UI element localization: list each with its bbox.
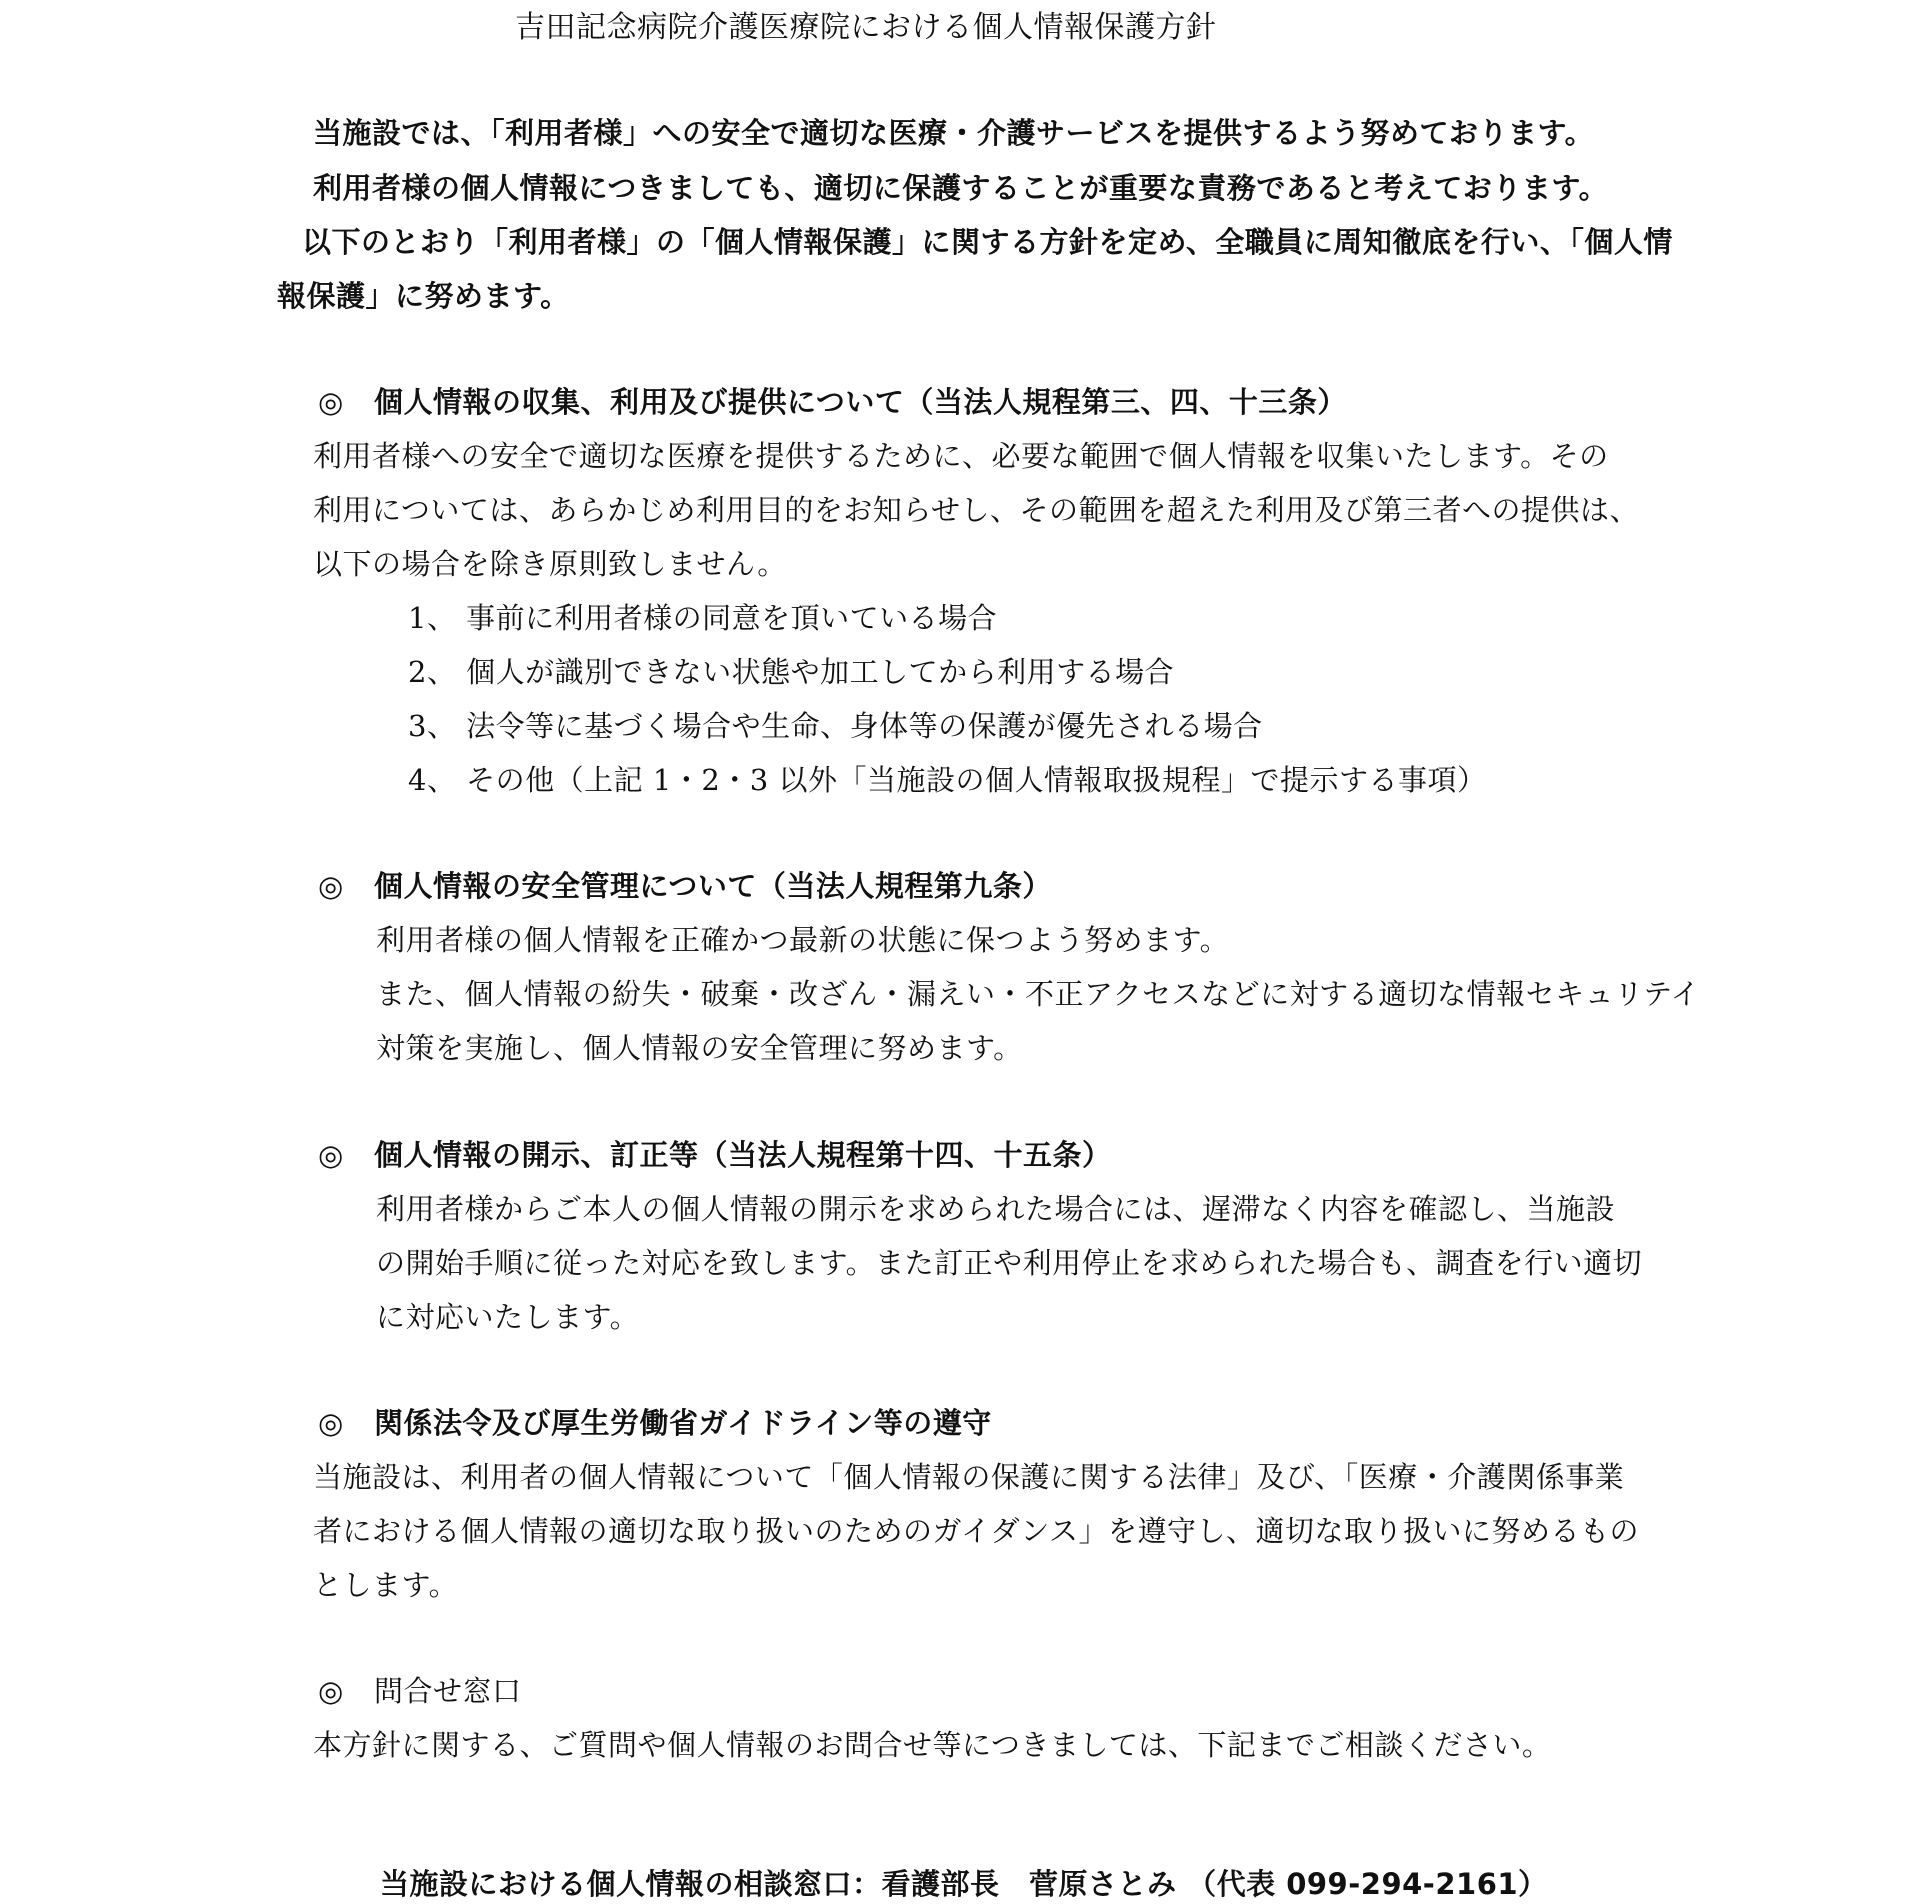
contact-line: 当施設における個人情報の相談窓口：看護部長 菅原さとみ （代表 099-294-2161） <box>380 1867 1548 1901</box>
list-item: 2、 個人が識別できない状態や加工してから利用する場合 <box>408 655 1175 689</box>
section-body-line: 者における個人情報の適切な取り扱いのためのガイダンス」を遵守し、適切な取り扱いに努めるもの <box>313 1514 1640 1548</box>
section-body-line: とします。 <box>313 1568 459 1602</box>
section-heading-text: 個人情報の安全管理について（当法人規程第九条） <box>374 869 1052 903</box>
double-circle-icon: ◎ <box>318 1138 344 1172</box>
section-heading-text: 個人情報の開示、訂正等（当法人規程第十四、十五条） <box>374 1138 1112 1172</box>
section-heading <box>318 1403 992 1443</box>
section-heading <box>318 1671 522 1711</box>
list-item: 4、 その他（上記 1・2・3 以外「当施設の個人情報取扱規程」で提示する事項） <box>408 763 1487 797</box>
section-heading-text: 問合せ窓口 <box>374 1674 522 1708</box>
intro-line: 報保護」に努めます。 <box>277 279 570 313</box>
section-body-line: の開始手順に従った対応を致します。また訂正や利用停止を求められた場合も、調査を行い適切 <box>376 1246 1643 1280</box>
section-body-line: 利用者様の個人情報を正確かつ最新の状態に保つよう努めます。 <box>376 923 1230 957</box>
intro-line: 以下のとおり「利用者様」の「個人情報保護」に関する方針を定め、全職員に周知徹底を行い、「個人情 <box>302 225 1673 259</box>
double-circle-icon: ◎ <box>318 385 344 419</box>
section-heading-text: 個人情報の収集、利用及び提供について（当法人規程第三、四、十三条） <box>374 385 1347 419</box>
intro-line: 当施設では、「利用者様」への安全で適切な医療・介護サービスを提供するよう努めております。 <box>313 116 1595 150</box>
section-body-line: に対応いたします。 <box>376 1300 640 1334</box>
intro-line: 利用者様の個人情報につきましても、適切に保護することが重要な責務であると考えております。 <box>313 171 1609 205</box>
section-heading <box>318 382 1347 422</box>
section-body-line: 対策を実施し、個人情報の安全管理に努めます。 <box>376 1031 1023 1065</box>
section-body-line: 以下の場合を除き原則致しません。 <box>313 547 787 581</box>
list-item: 3、 法令等に基づく場合や生命、身体等の保護が優先される場合 <box>408 709 1263 743</box>
document-title: 吉田記念病院介護医療院における個人情報保護方針 <box>515 10 1217 45</box>
section-body-line: 利用については、あらかじめ利用目的をお知らせし、その範囲を超えた利用及び第三者への提供は、 <box>313 493 1640 527</box>
section-heading <box>318 866 1052 906</box>
section-body-line: また、個人情報の紛失・破棄・改ざん・漏えい・不正アクセスなどに対する適切な情報セキュリテイ <box>376 977 1701 1011</box>
double-circle-icon: ◎ <box>318 1406 344 1440</box>
section-heading-text: 関係法令及び厚生労働省ガイドライン等の遵守 <box>374 1406 992 1440</box>
section-body-line: 当施設は、利用者の個人情報について「個人情報の保護に関する法律」及び、「医療・介護関係事業 <box>313 1460 1625 1494</box>
double-circle-icon: ◎ <box>318 1674 344 1708</box>
section-body-line: 利用者様からご本人の個人情報の開示を求められた場合には、遅滞なく内容を確認し、当施設 <box>376 1192 1616 1226</box>
section-heading <box>318 1135 1112 1175</box>
section-body-line: 本方針に関する、ご質問や個人情報のお問合せ等につきましては、下記までご相談ください。 <box>313 1728 1552 1762</box>
section-body-line: 利用者様への安全で適切な医療を提供するために、必要な範囲で個人情報を収集いたします。その <box>313 439 1609 473</box>
list-item: 1、 事前に利用者様の同意を頂いている場合 <box>408 601 998 635</box>
double-circle-icon: ◎ <box>318 869 344 903</box>
